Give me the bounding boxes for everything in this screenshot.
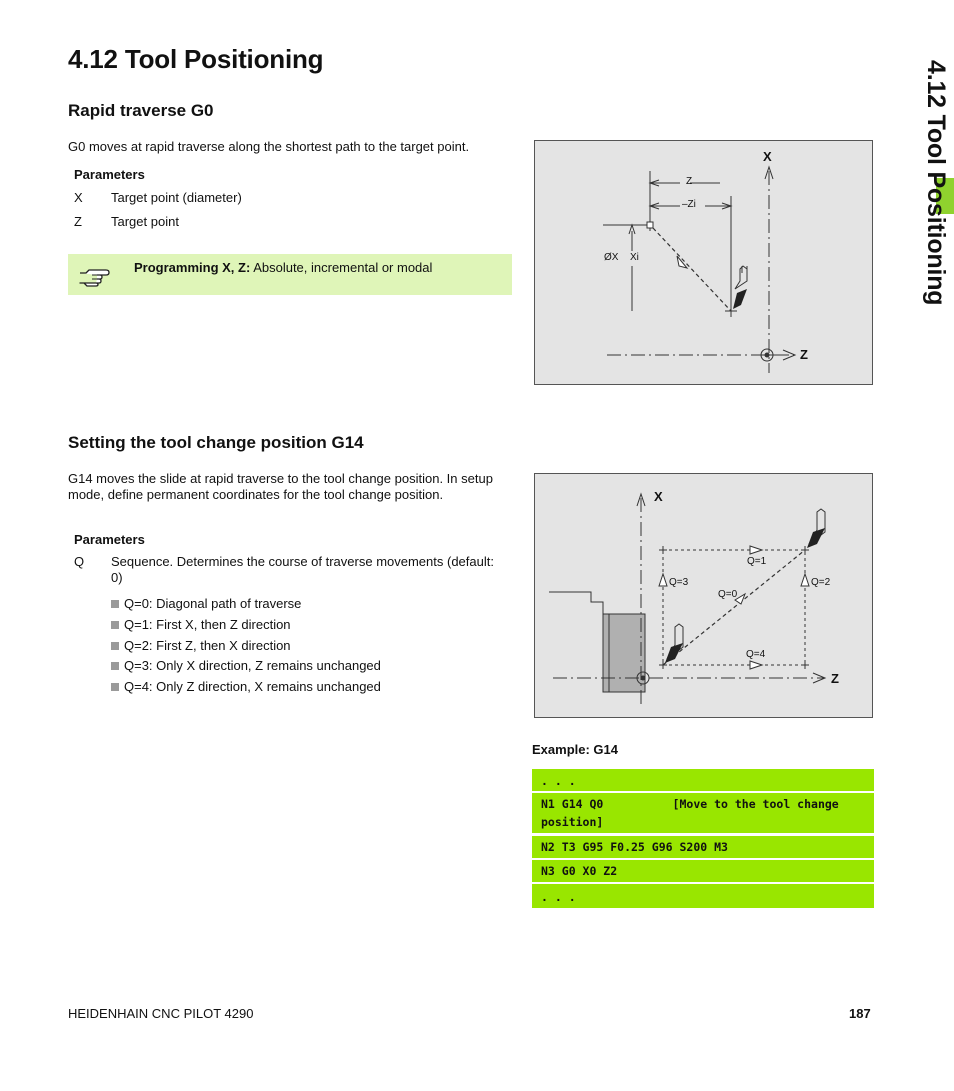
section-heading-g0: Rapid traverse G0 xyxy=(68,101,214,120)
g0-params-heading: Parameters xyxy=(74,167,145,182)
g0-z-axis-label: Z xyxy=(800,347,808,362)
list-item: Q=2: First Z, then X direction xyxy=(111,638,291,653)
footer-product: HEIDENHAIN CNC PILOT 4290 xyxy=(68,1006,254,1021)
g0-param-z-value: Target point xyxy=(111,214,179,229)
code-line: N1 G14 Q0 [Move to the tool change position] xyxy=(532,793,874,833)
tip-text: Absolute, incremental or modal xyxy=(250,260,433,275)
g0-diagram-svg xyxy=(535,141,872,384)
example-heading: Example: G14 xyxy=(532,742,618,757)
code-line: . . . xyxy=(532,884,874,908)
g14-description: G14 moves the slide at rapid traverse to the tool change position. In setup mode, define permanent coordinates for the tool change position. xyxy=(68,471,493,502)
tip-label: Programming X, Z: xyxy=(134,260,251,275)
programming-tip-box xyxy=(68,254,512,295)
g14-z-axis-label: Z xyxy=(831,671,839,686)
g14-params-heading: Parameters xyxy=(74,532,145,547)
g14-q4-label: Q=4 xyxy=(746,649,766,660)
g14-x-axis-label: X xyxy=(654,489,663,504)
pointing-hand-icon xyxy=(78,263,112,287)
g0-dim-xi-label: Xi xyxy=(630,252,639,263)
list-item: Q=1: First X, then Z direction xyxy=(111,617,291,632)
g14-q0-label: Q=0 xyxy=(718,589,738,600)
g14-q1-label: Q=1 xyxy=(747,556,767,567)
code-line: N2 T3 G95 F0.25 G96 S200 M3 xyxy=(532,836,874,858)
g0-diagram xyxy=(534,140,873,385)
g0-dim-zi-label: –Zi xyxy=(682,199,696,210)
g0-param-x-key: X xyxy=(74,190,83,205)
g14-param-q-value: Sequence. Determines the course of traverse movements (default: 0) xyxy=(111,554,494,585)
g14-q3-label: Q=3 xyxy=(669,577,689,588)
page-title: 4.12 Tool Positioning xyxy=(68,44,324,74)
code-line: N3 G0 X0 Z2 xyxy=(532,860,874,882)
list-item: Q=3: Only X direction, Z remains unchanged xyxy=(111,658,381,673)
list-item: Q=4: Only Z direction, X remains unchanged xyxy=(111,679,381,694)
g14-diagram xyxy=(534,473,873,718)
list-item: Q=0: Diagonal path of traverse xyxy=(111,596,301,611)
g0-dim-z-label: Z xyxy=(686,176,693,187)
g0-description: G0 moves at rapid traverse along the shortest path to the target point. xyxy=(68,139,470,154)
g0-param-x-value: Target point (diameter) xyxy=(111,190,242,205)
page-number: 187 xyxy=(849,1006,871,1021)
code-line: . . . xyxy=(532,769,874,791)
g0-dim-dx-label: ØX xyxy=(604,252,619,263)
g14-q2-label: Q=2 xyxy=(811,577,831,588)
g0-x-axis-label: X xyxy=(763,149,772,164)
section-heading-g14: Setting the tool change position G14 xyxy=(68,433,364,452)
g0-param-z-key: Z xyxy=(74,214,82,229)
g14-diagram-svg xyxy=(535,474,872,717)
g14-param-q-key: Q xyxy=(74,554,85,569)
